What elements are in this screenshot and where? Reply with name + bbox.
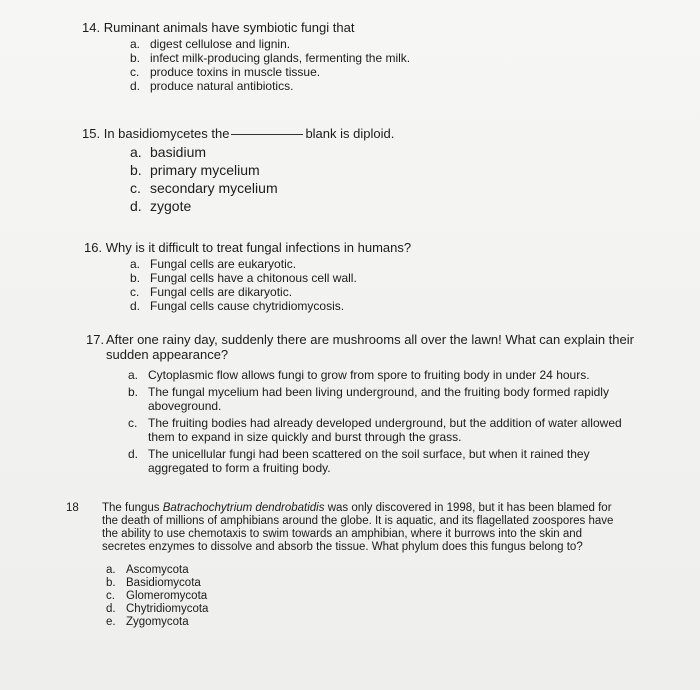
species-name: Batrachochytrium dendrobatidis [162, 502, 325, 514]
question-text-after-blank: blank is diploid. [305, 126, 395, 141]
question-17 [86, 332, 636, 478]
question-17-stem [86, 332, 636, 362]
question-15-options [130, 143, 642, 215]
option-c[interactable]: c. secondary mycelium [130, 180, 278, 196]
option-c[interactable]: c. produce toxins in muscle tissue. [130, 65, 321, 79]
option-d[interactable]: d. zygote [130, 198, 192, 214]
option-a[interactable]: a. digest cellulose and lignin. [130, 37, 291, 51]
option-b[interactable]: b. primary mycelium [130, 162, 260, 178]
option-c[interactable]: c. The fruiting bodies had already developed underground, but the addition of water allowed them to expand in size quickly and burst through the grass. [128, 416, 622, 444]
option-a[interactable]: a. basidium [130, 144, 207, 160]
question-18-stem [66, 502, 626, 554]
option-d[interactable]: d. The unicellular fungi had been scattered on the soil surface, but when it rained they aggregated to form a fruiting body. [128, 447, 590, 475]
question-number: 15. [82, 126, 101, 141]
option-a[interactable]: a. Ascomycota [106, 564, 189, 576]
option-c[interactable]: c. Glomeromycota [106, 590, 208, 602]
question-18-options [106, 564, 626, 629]
question-number: 18 [66, 502, 79, 514]
option-e[interactable]: e. Zygomycota [106, 616, 189, 628]
option-d[interactable]: d. Chytridiomycota [106, 603, 209, 615]
option-b[interactable]: b. infect milk-producing glands, fermenting the milk. [130, 51, 411, 65]
question-16-stem [84, 240, 644, 255]
option-b[interactable]: b. Fungal cells have a chitonous cell wall. [130, 271, 357, 285]
question-number: 16. [84, 240, 103, 255]
question-14-stem [82, 20, 642, 35]
question-text: After one rainy day, suddenly there are mushrooms all over the lawn! What can explain their sudden appearance? [106, 332, 634, 362]
question-15-stem [82, 126, 642, 141]
option-d[interactable]: d. produce natural antibiotics. [130, 79, 294, 93]
question-number: 17. [86, 332, 105, 347]
option-c[interactable]: c. Fungal cells are dikaryotic. [130, 285, 293, 299]
answer-blank [231, 134, 303, 135]
question-18 [66, 502, 626, 629]
question-14 [82, 20, 642, 93]
question-text: Ruminant animals have symbiotic fungi that [103, 20, 355, 35]
question-14-options [130, 37, 642, 93]
question-number: 14. [82, 20, 101, 35]
question-text: Why is it difficult to treat fungal infections in humans? [105, 240, 412, 255]
question-15 [82, 126, 642, 215]
question-17-options [128, 368, 636, 475]
option-d[interactable]: d. Fungal cells cause chytridiomycosis. [130, 299, 345, 313]
question-text: The fungus Batrachochytrium dendrobatidis was only discovered in 1998, but it has been blamed for the death of millions of amphibians around the globe. It is aquatic, and its flagellated zoospores have the ability to use chemotaxis to swim towards an amphibian, where it burrows into the skin and secretes enzymes to dissolve and absorb the tissue. What phylum does this fungus belong to? [102, 502, 614, 553]
option-b[interactable]: b. Basidiomycota [106, 577, 201, 589]
option-a[interactable]: a. Fungal cells are eukaryotic. [130, 257, 297, 271]
question-16-options [130, 257, 644, 313]
option-b[interactable]: b. The fungal mycelium had been living underground, and the fruiting body formed rapidly aboveground. [128, 385, 609, 413]
question-16 [84, 240, 644, 313]
option-a[interactable]: a. Cytoplasmic flow allows fungi to grow from spore to fruiting body in under 24 hours. [128, 368, 590, 382]
question-text-before-blank: In basidiomycetes the [103, 126, 230, 141]
